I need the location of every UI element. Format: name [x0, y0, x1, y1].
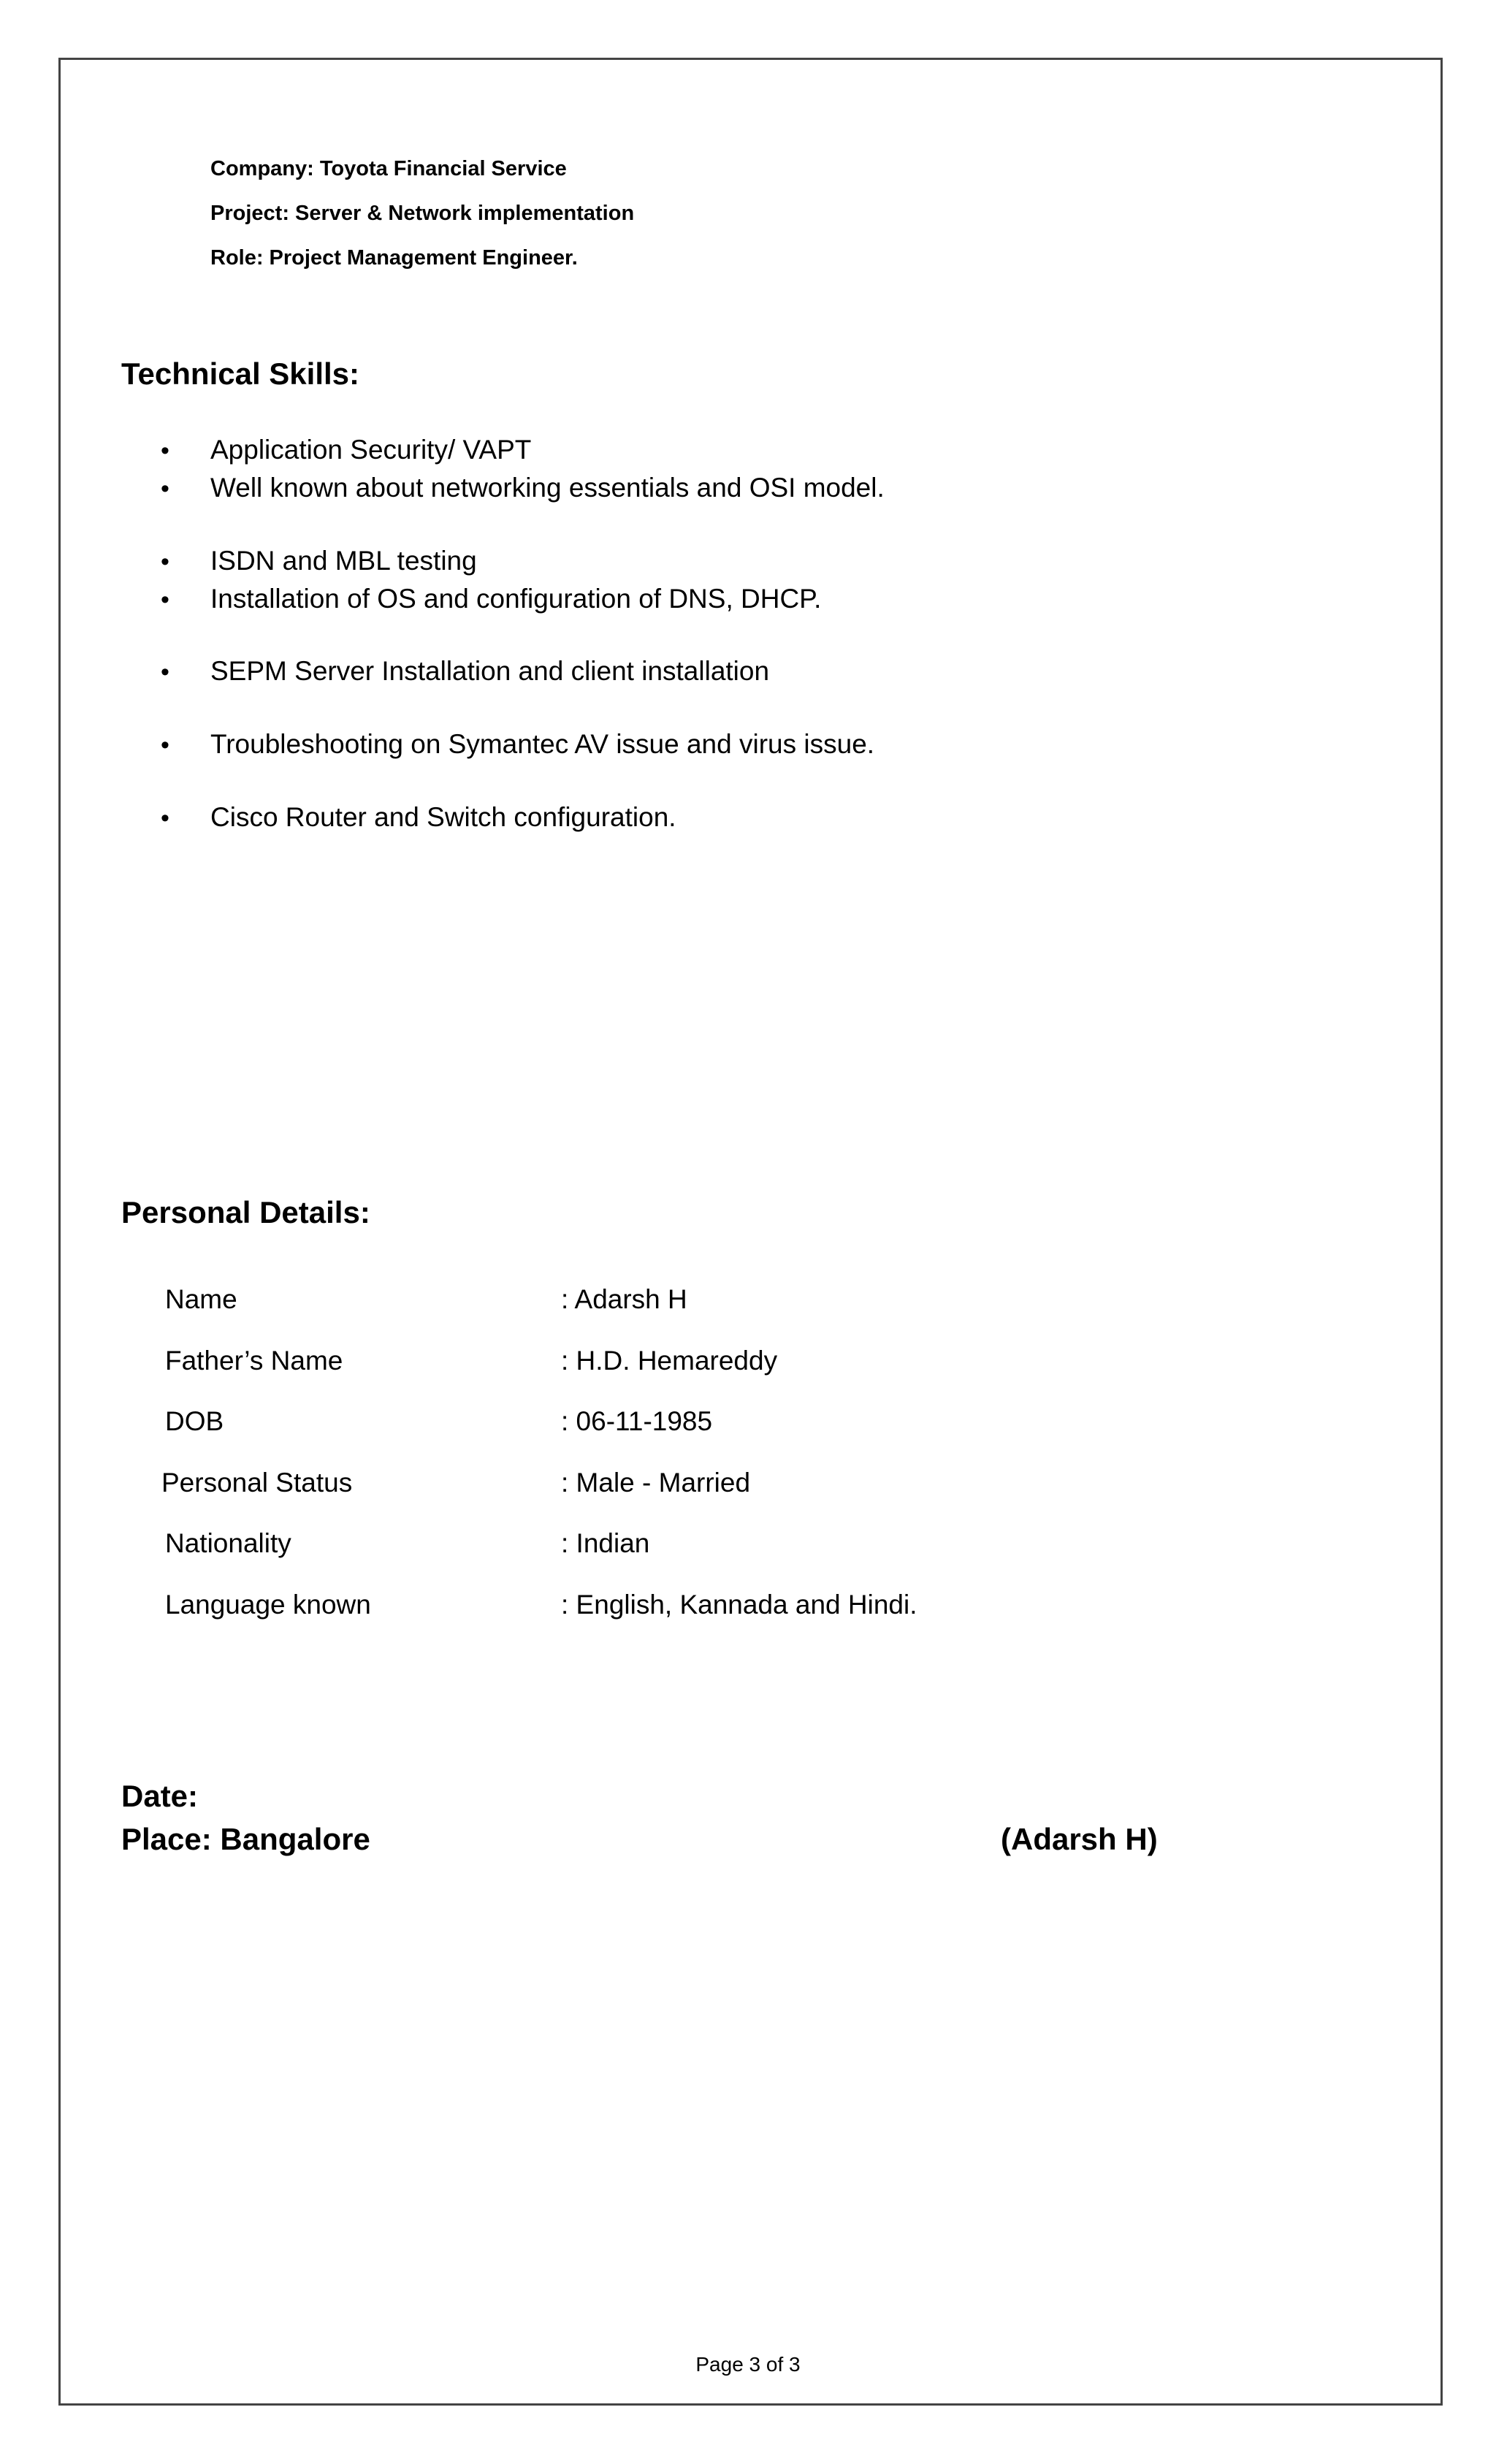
skill-text: Troubleshooting on Symantec AV issue and virus issue.	[210, 729, 875, 759]
skill-text: Installation of OS and configuration of DNS, DHCP.	[210, 584, 822, 614]
personal-details-heading: Personal Details:	[121, 1195, 370, 1229]
detail-value-personal-status: : Male - Married	[561, 1468, 751, 1498]
detail-value-name: : Adarsh H	[561, 1284, 687, 1314]
bullet-icon: •	[161, 658, 169, 686]
skill-text: Application Security/ VAPT	[210, 435, 532, 465]
page-border	[58, 58, 1443, 2406]
page-number: Page 3 of 3	[695, 2353, 801, 2376]
project-name: Project: Server & Network implementation	[210, 202, 635, 225]
skill-item	[161, 471, 885, 506]
bullet-icon: •	[161, 586, 169, 614]
skill-item	[161, 582, 821, 617]
skill-text: Cisco Router and Switch configuration.	[210, 802, 676, 832]
bullet-icon: •	[161, 804, 169, 832]
bullet-icon: •	[161, 437, 169, 465]
detail-label-nationality: Nationality	[165, 1528, 291, 1558]
detail-value-dob: : 06-11-1985	[561, 1406, 713, 1436]
skill-item	[161, 655, 769, 689]
technical-skills-heading: Technical Skills:	[121, 356, 360, 391]
bullet-icon: •	[161, 731, 169, 759]
bullet-icon: •	[161, 475, 169, 503]
detail-label-personal-status: Personal Status	[161, 1468, 353, 1498]
skill-item	[161, 728, 874, 762]
skill-text: ISDN and MBL testing	[210, 546, 477, 576]
signature-name: (Adarsh H)	[1001, 1822, 1158, 1856]
skill-text: SEPM Server Installation and client installation	[210, 656, 770, 686]
detail-value-father-name: : H.D. Hemareddy	[561, 1346, 778, 1376]
project-role: Role: Project Management Engineer.	[210, 246, 578, 270]
skill-text: Well known about networking essentials and OSI model.	[210, 473, 885, 503]
skill-item	[161, 801, 676, 835]
detail-label-name: Name	[165, 1284, 237, 1314]
detail-value-language: : English, Kannada and Hindi.	[561, 1590, 917, 1620]
project-company: Company: Toyota Financial Service	[210, 157, 567, 180]
place-label: Place: Bangalore	[121, 1822, 370, 1856]
detail-label-father-name: Father’s Name	[165, 1346, 343, 1376]
bullet-icon: •	[161, 548, 169, 576]
detail-label-language: Language known	[165, 1590, 371, 1620]
detail-value-nationality: : Indian	[561, 1528, 650, 1558]
skill-item	[161, 544, 477, 579]
detail-label-dob: DOB	[165, 1406, 224, 1436]
date-label: Date:	[121, 1779, 199, 1813]
skill-item	[161, 433, 531, 468]
